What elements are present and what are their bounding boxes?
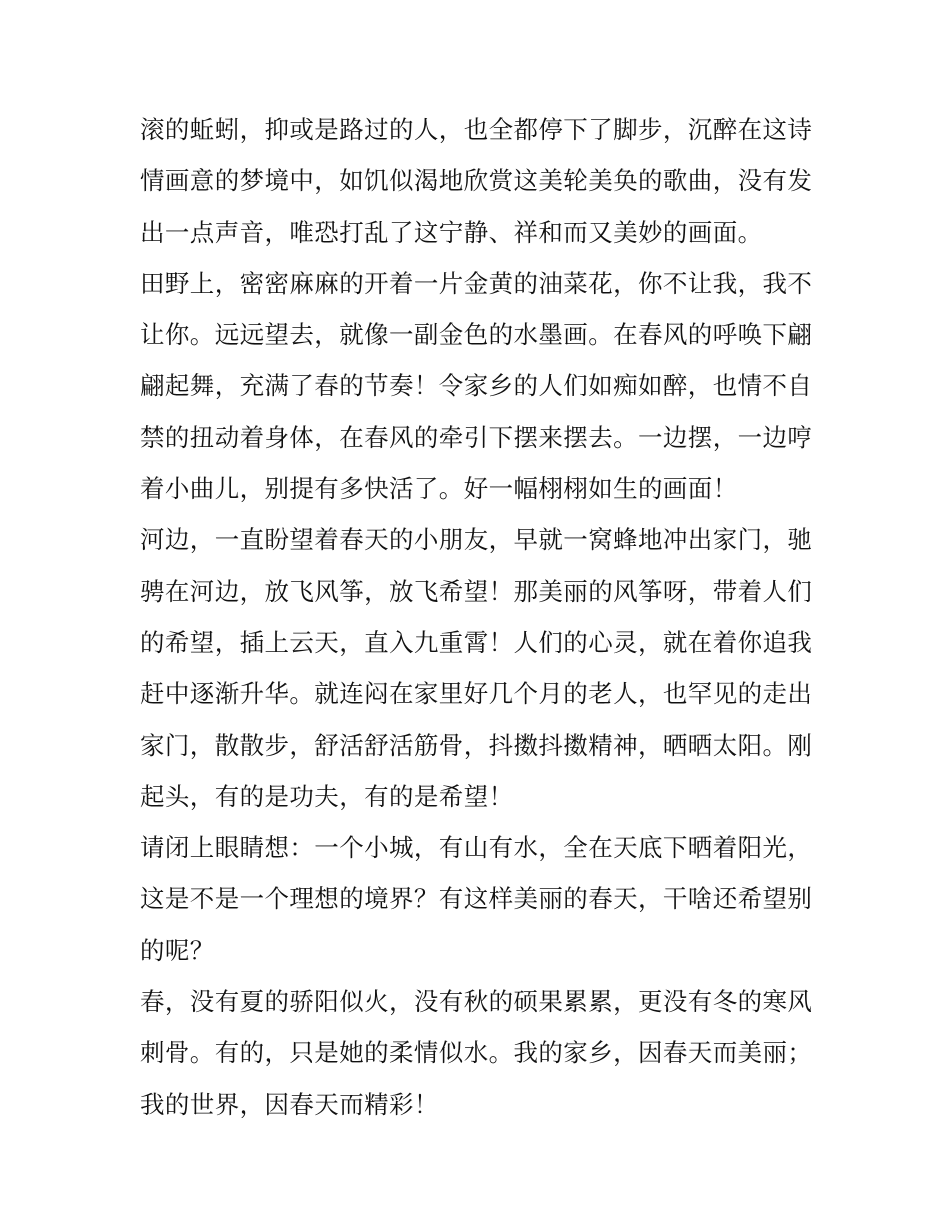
- text-line-1: 滚的蚯蚓，抑或是路过的人，也全都停下了脚步，沉醉在这诗: [140, 115, 813, 144]
- text-line-6: 翩起舞，充满了春的节奏！令家乡的人们如痴如醉，也情不自: [140, 371, 813, 401]
- text-line-16: 这是不是一个理想的境界？有这样美丽的春天，干啥还希望别: [140, 884, 813, 914]
- text-line-13: 家门，散散步，舒活舒活筋骨，抖擞抖擞精神，晒晒太阳。刚: [140, 730, 813, 760]
- text-line-8: 着小曲儿，别提有多快活了。好一幅栩栩如生的画面！: [140, 474, 738, 504]
- text-line-10: 骋在河边，放飞风筝，放飞希望！那美丽的风筝呀，带着人们: [140, 576, 813, 606]
- text-line-12: 赶中逐渐升华。就连闷在家里好几个月的老人，也罕见的走出: [140, 679, 813, 709]
- text-line-18: 春，没有夏的骄阳似火，没有秋的硕果累累，更没有冬的寒风: [140, 987, 813, 1017]
- text-line-7: 禁的扭动着身体，在春风的牵引下摆来摆去。一边摆，一边哼: [140, 422, 813, 452]
- text-line-20: 我的世界，因春天而精彩！: [140, 1089, 439, 1119]
- text-line-15: 请闭上眼睛想：一个小城，有山有水，全在天底下晒着阳光，: [140, 833, 813, 863]
- text-line-14: 起头，有的是功夫，有的是希望！: [140, 781, 514, 811]
- text-line-4: 田野上，密密麻麻的开着一片金黄的油菜花，你不让我，我不: [140, 268, 813, 298]
- text-line-11: 的希望，插上云天，直入九重霄！人们的心灵，就在着你追我: [140, 627, 813, 657]
- text-line-5: 让你。远远望去，就像一副金色的水墨画。在春风的呼唤下翩: [140, 320, 813, 350]
- text-line-17: 的呢？: [140, 935, 215, 965]
- essay-text: [140, 104, 812, 1130]
- text-line-3: 出一点声音，唯恐打乱了这宁静、祥和而又美妙的画面。: [140, 217, 763, 247]
- text-line-9: 河边，一直盼望着春天的小朋友，早就一窝蜂地冲出家门，驰: [140, 525, 813, 555]
- text-line-19: 刺骨。有的，只是她的柔情似水。我的家乡，因春天而美丽；: [140, 1038, 813, 1068]
- text-line-2: 情画意的梦境中，如饥似渴地欣赏这美轮美奂的歌曲，没有发: [140, 166, 813, 196]
